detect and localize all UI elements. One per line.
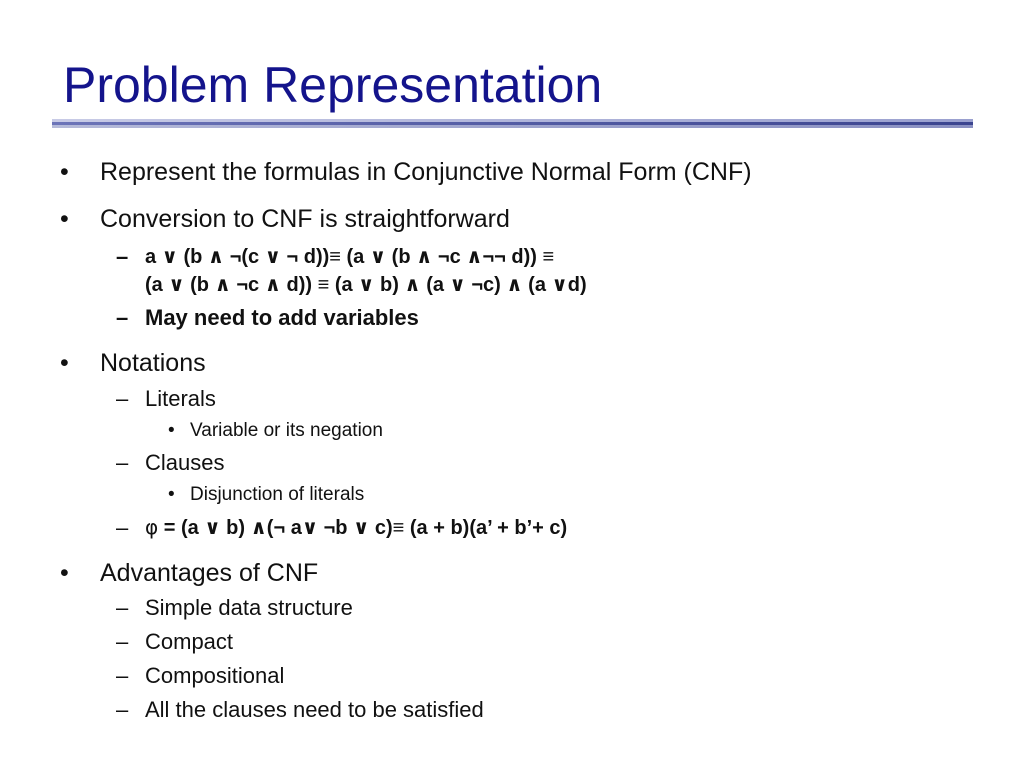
- bullet-marker: •: [60, 158, 69, 186]
- dash-marker: –: [116, 305, 129, 330]
- advantage-all-clauses-satisfied: All the clauses need to be satisfied: [145, 697, 484, 722]
- dash-marker: –: [116, 244, 129, 269]
- bullet-advantages-cnf: Advantages of CNF: [100, 559, 319, 587]
- conversion-equation-line-2: (a ∨ (b ∧ ¬c ∧ d)) ≡ (a ∨ b) ∧ (a ∨ ¬c) ∧ (a ∨d): [145, 274, 587, 296]
- advantage-compact: Compact: [145, 629, 234, 654]
- clauses-definition: Disjunction of literals: [190, 484, 365, 505]
- phi-formula-expression: = (a ∨ b) ∧(¬ a∨ ¬b ∨ c)≡ (a + b)(a’ + b’+ c): [158, 517, 568, 539]
- dash-marker: –: [116, 697, 129, 722]
- dash-marker: –: [116, 663, 129, 688]
- advantage-simple-data-structure: Simple data structure: [145, 595, 353, 620]
- advantage-compositional: Compositional: [145, 663, 285, 688]
- notation-clauses: Clauses: [145, 450, 225, 475]
- dash-marker: –: [116, 450, 129, 475]
- notation-literals: Literals: [145, 386, 216, 411]
- slide-title: Problem Representation: [63, 57, 603, 113]
- bullet-marker: •: [60, 559, 69, 587]
- bullet-conversion-cnf: Conversion to CNF is straightforward: [100, 205, 510, 233]
- sub-bullet-marker: •: [168, 484, 175, 505]
- phi-symbol: φ: [145, 515, 159, 539]
- bullet-represent-cnf: Represent the formulas in Conjunctive Normal Form (CNF): [100, 158, 752, 186]
- bullet-notations: Notations: [100, 349, 206, 377]
- dash-marker: –: [116, 386, 129, 411]
- dash-marker: –: [116, 595, 129, 620]
- conversion-equation-line-1: a ∨ (b ∧ ¬(c ∨ ¬ d))≡ (a ∨ (b ∧ ¬c ∧¬¬ d)) ≡: [145, 246, 555, 268]
- bullet-marker: •: [60, 205, 69, 233]
- dash-marker: –: [116, 629, 129, 654]
- add-variables-note: May need to add variables: [145, 305, 419, 330]
- title-divider: [52, 119, 973, 128]
- sub-bullet-marker: •: [168, 420, 175, 441]
- literals-definition: Variable or its negation: [190, 420, 383, 441]
- phi-formula: [145, 515, 567, 540]
- bullet-marker: •: [60, 349, 69, 377]
- dash-marker: –: [116, 515, 129, 540]
